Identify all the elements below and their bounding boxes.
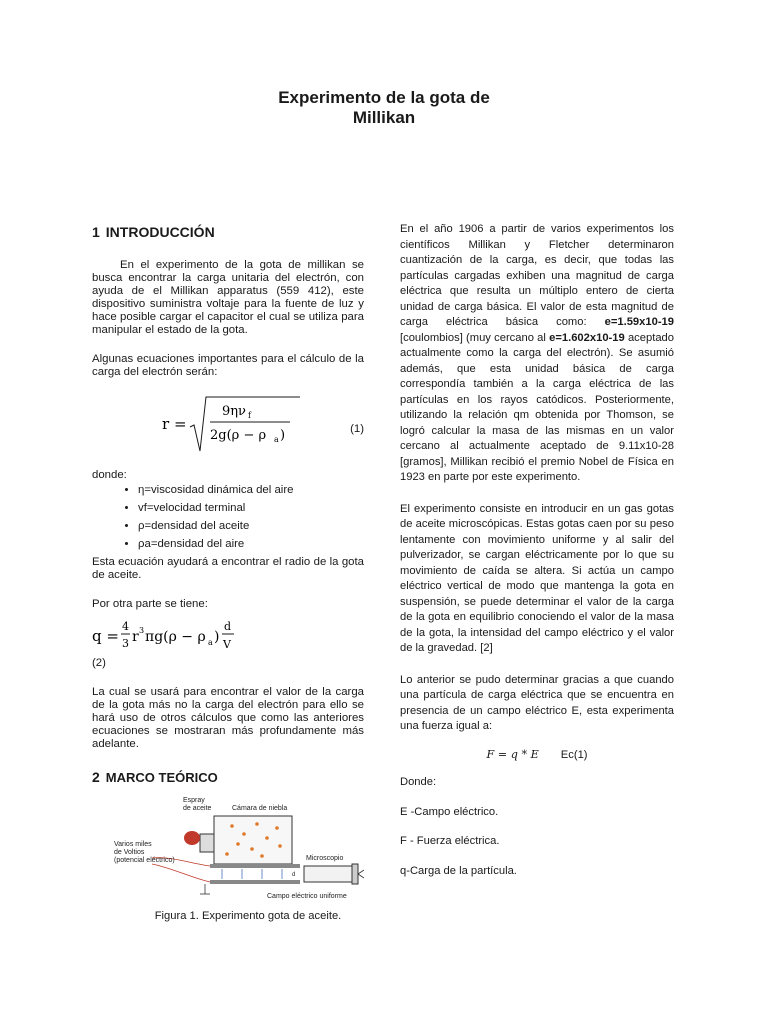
svg-text:4: 4 <box>122 620 129 633</box>
section-heading-introduccion <box>92 226 364 239</box>
apparatus-diagram <box>92 794 364 904</box>
force-equation <box>400 747 674 764</box>
svg-text:V: V <box>223 638 231 651</box>
intro-paragraph-1: En el experimento de la gota de millikan se busca encontrar la carga unitaria del electrón, con ayuda de el Millikan apparatus (559 412), este dispositivo suministra voltaje para la fuente de luz y hace posible cargar el capacitor el cual se utiliza para manipular el estado de la gota. <box>92 259 364 336</box>
svg-text:d: d <box>224 620 232 633</box>
electron-charge-value-2: e=1.602x10-19 <box>549 331 625 344</box>
label-volts-3: (potencial eléctrico) <box>114 857 175 864</box>
label-volts-2: de Voltios <box>114 849 145 856</box>
svg-text:9ην: 9ην <box>222 404 246 419</box>
label-field: Campo eléctrico uniforme <box>267 893 347 900</box>
title-line-2: Millikan <box>352 108 416 127</box>
svg-text:a: a <box>274 435 279 444</box>
right-p1-text-e: aceptado actualmente como la carga del electrón). Se asumió además, que esta unidad básica de carga correspondía también a la carga eléctrica de las partículas en los rayos catódicos. Posteriormente, utilizando la relación qm obtenida por Thomson, se logró calcular la masa de las mismas en un valor cercano al actualmente aceptado de 9.11x10-28 [gramos], Millikan recibió el premio Nobel de Física en 1923 en parte por este experimento. <box>400 331 674 483</box>
label-spray-2: de aceite <box>183 805 212 812</box>
figure-caption: Figura 1. Experimento gota de aceite. <box>154 910 342 922</box>
left-column <box>92 226 364 923</box>
section-number: 2 <box>92 769 100 785</box>
svg-text:f: f <box>248 411 251 420</box>
svg-text:a: a <box>208 638 213 647</box>
equation-1-number: (1) <box>350 423 364 435</box>
right-definition-item: q-Carga de la partícula. <box>400 864 517 877</box>
right-paragraph-2: El experimento consiste en introducir en un gas gotas de aceite microscópicas. Estas gotas caen por su peso lentamente con movimiento uniforme y al salir del pulverizador, se cargan eléctricamente por lo que su movimiento de caída se altera. Si actúa un campo eléctrico vertical de modo que mantenga la gota en suspensión, se puede determinar el valor de la carga de la gota en equilibrio conociendo el valor de la masa de la gota, la intensidad del campo eléctrico y el valor de la gravedad. [2] <box>400 502 674 654</box>
svg-text:r =: r = <box>162 415 187 433</box>
definition-item: • η=viscosidad dinámica del aire <box>138 484 364 497</box>
equation-2 <box>92 617 364 655</box>
definitions-list <box>92 484 364 551</box>
intro-paragraph-2: Algunas ecuaciones importantes para el cálculo de la carga del electrón serán: <box>92 353 364 378</box>
force-equation-expression: F = q * E <box>486 747 539 761</box>
section-number: 1 <box>92 224 100 240</box>
definition-item: • ρ=densidad del aceite <box>138 520 364 533</box>
svg-text:πg(ρ − ρ: πg(ρ − ρ <box>145 629 206 645</box>
right-paragraph-1 <box>400 222 674 486</box>
svg-text:): ) <box>214 629 220 645</box>
intro-paragraph-4: Por otra parte se tiene: <box>92 598 208 610</box>
svg-text:3: 3 <box>139 626 145 635</box>
equation-2-number: (2) <box>92 657 106 669</box>
equation-1 <box>92 391 364 461</box>
title-line-1: Experimento de la gota de <box>278 88 490 107</box>
right-p1-text-c: [coulombios] (muy cercano al <box>400 331 550 344</box>
label-chamber: Cámara de niebla <box>232 805 288 812</box>
section-title: MARCO TEÓRICO <box>105 770 218 785</box>
definition-item: • ρa=densidad del aire <box>138 538 364 551</box>
section-title: INTRODUCCIÓN <box>105 224 215 240</box>
label-volts-1: Varios miles <box>114 841 152 848</box>
right-definition-item: E -Campo eléctrico. <box>400 805 499 818</box>
right-donde-label: Donde: <box>400 776 437 788</box>
right-paragraph-3: Lo anterior se pudo determinar gracias a que cuando una partícula de carga eléctrica que se encuentra en presencia de un campo eléctrico E, esta experimenta una fuerza igual a: <box>400 673 674 732</box>
right-column <box>400 222 674 893</box>
equation-2-graphic <box>92 617 242 657</box>
label-spray: Espray <box>183 797 205 804</box>
intro-paragraph-3: Esta ecuación ayudará a encontrar el radio de la gota de aceite. <box>92 556 364 581</box>
definition-item: • vf=velocidad terminal <box>138 502 364 515</box>
electron-charge-value-1: e=1.59x10-19 <box>604 316 674 328</box>
right-definition-item: F - Fuerza eléctrica. <box>400 835 500 847</box>
svg-text:): ) <box>280 428 286 443</box>
label-microscope: Microscopio <box>306 855 344 862</box>
svg-text:q =: q = <box>92 627 119 645</box>
right-p1-text-a: En el año 1906 a partir de varios experimentos los científicos Millikan y Fletcher determinaron cuantización de la carga, es decir, que todas las partículas cargadas exhiben una magnitud de carga eléctrica que resulta un múltiplo entero de cierta unidad de carga básica. El valor de esta magnitud de carga eléctrica básica como: <box>400 223 674 328</box>
donde-label: donde: <box>92 469 127 481</box>
svg-text:2g(ρ − ρ: 2g(ρ − ρ <box>210 428 267 443</box>
svg-text:3: 3 <box>122 637 129 650</box>
force-equation-label: Ec(1) <box>560 748 588 761</box>
intro-paragraph-5: La cual se usará para encontrar el valor de la carga de la gota más no la carga del electrón para ello se hará uso de otros cálculos que como las anteriores ecuaciones se mostraran más profundamente más adelante. <box>92 686 364 750</box>
label-d: d <box>292 872 296 878</box>
figure-oil-drop-apparatus <box>92 794 364 904</box>
equation-1-graphic <box>162 391 302 461</box>
paper-title <box>0 88 768 128</box>
section-heading-marco-teorico <box>92 771 364 784</box>
svg-text:r: r <box>132 629 139 645</box>
